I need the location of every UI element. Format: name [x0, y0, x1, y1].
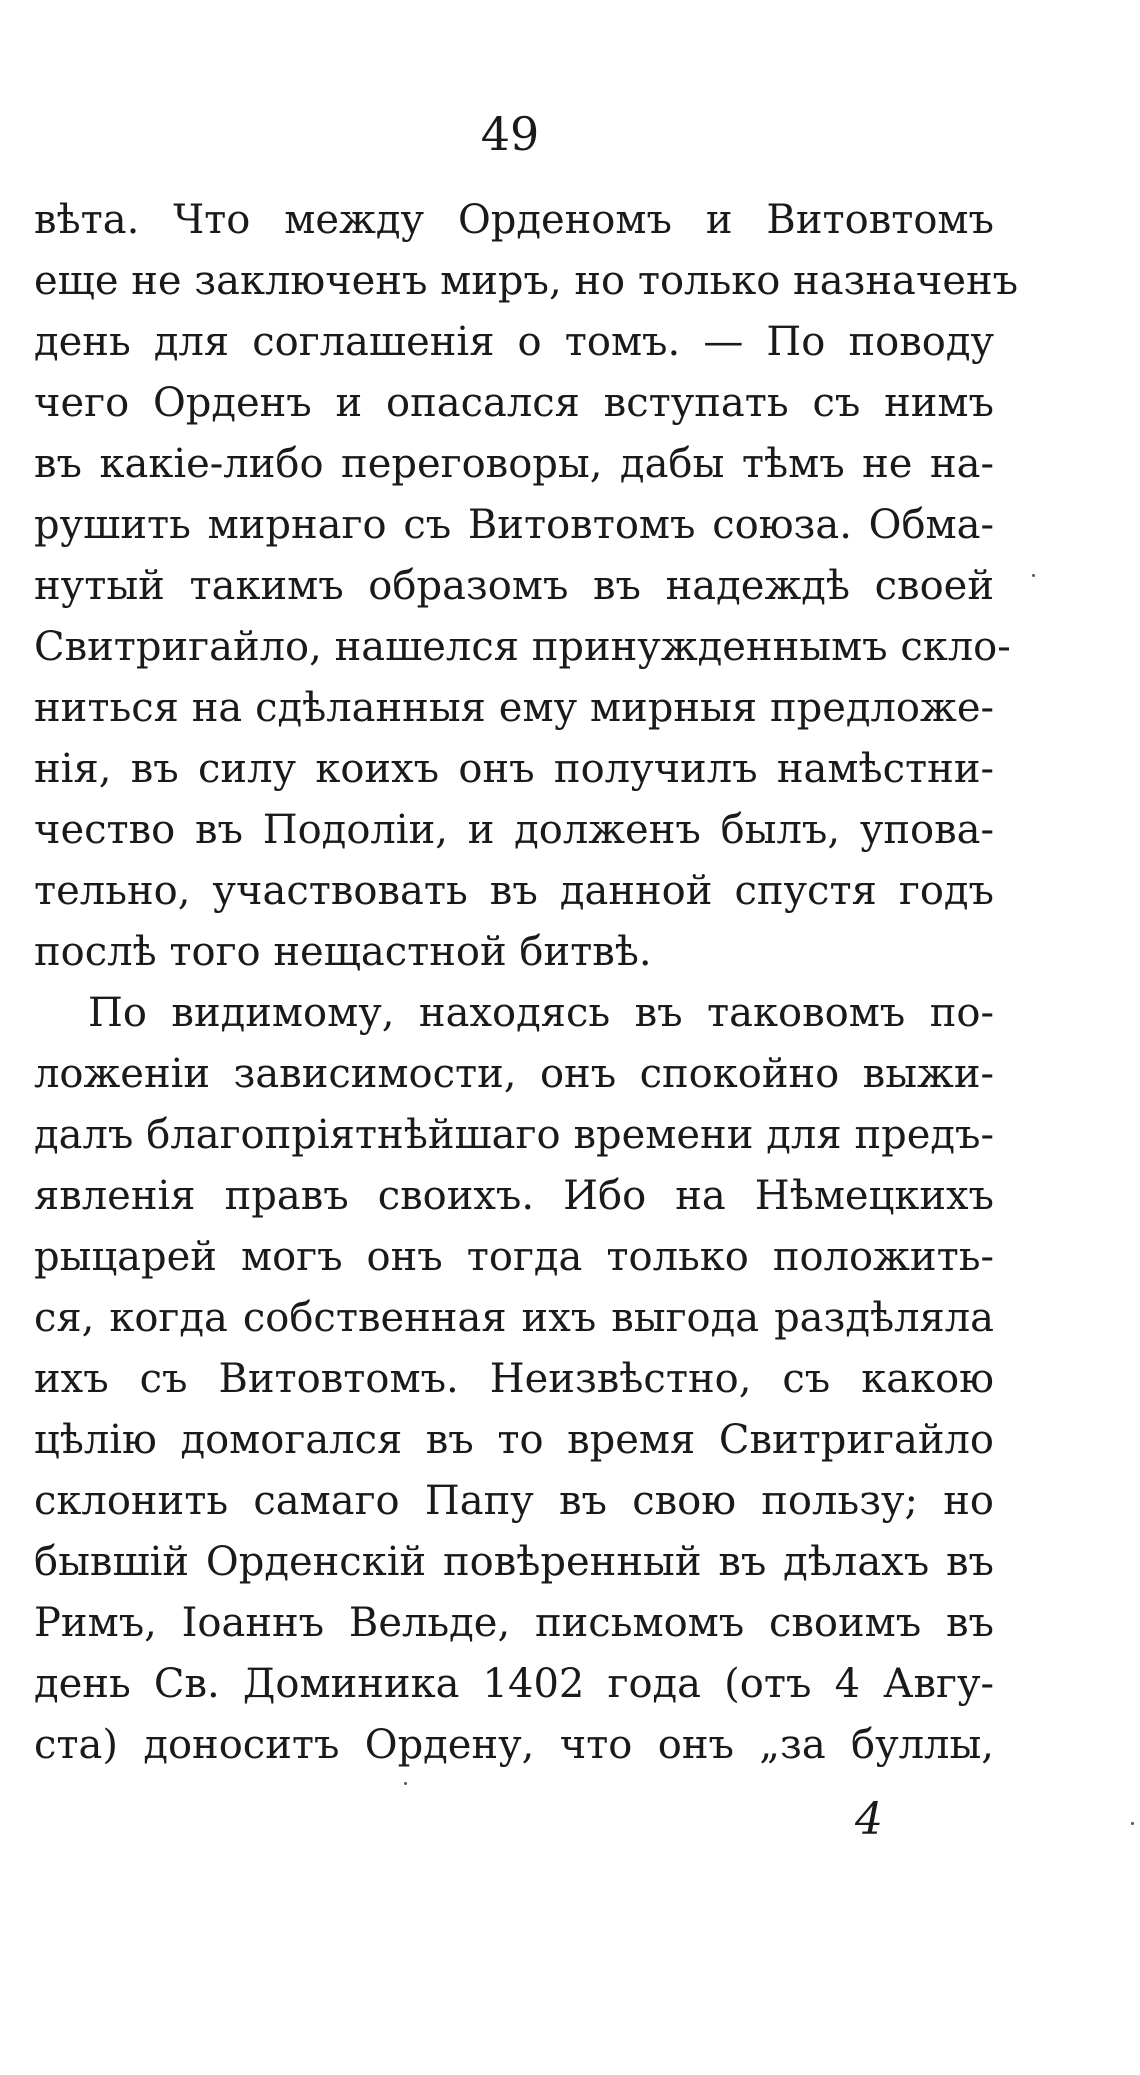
page-number: 49 [480, 107, 540, 161]
text-line: вѣта. Что между Орденомъ и Витовтомъ [34, 197, 994, 243]
text-line: бывшій Орденскій повѣренный въ дѣлахъ въ [34, 1539, 994, 1585]
text-line: далъ благопріятнѣйшаго времени для предъ- [34, 1112, 994, 1158]
body-text [34, 190, 1019, 1776]
text-line: ниться на сдѣланныя ему мирныя предложе- [34, 685, 994, 731]
text-line: день для соглашенія о томъ. — По поводу [34, 319, 994, 365]
text-line: ста) доноситъ Ордену, что онъ „за буллы, [34, 1722, 994, 1768]
text-line: нія, въ силу коихъ онъ получилъ намѣстни- [34, 746, 994, 792]
text-line: рушить мирнаго съ Витовтомъ союза. Обма- [34, 502, 994, 548]
text-line: въ какіе-либо переговоры, дабы тѣмъ не на- [34, 441, 994, 487]
paper-speck [1032, 574, 1035, 577]
text-line: ложеніи зависимости, онъ спокойно выжи- [34, 1051, 994, 1097]
text-line: нутый такимъ образомъ въ надеждѣ своей [34, 563, 994, 609]
text-line: чество въ Подоліи, и долженъ былъ, упова- [34, 807, 994, 853]
text-line: Свитригайло, нашелся принужденнымъ скло- [34, 624, 1011, 670]
paper-speck [404, 1782, 407, 1785]
paragraph-1 [34, 190, 1019, 983]
text-line: послѣ того нещастной битвѣ. [34, 929, 652, 975]
text-line: склонить самаго Папу въ свою пользу; но [34, 1478, 994, 1524]
paragraph-2 [34, 983, 994, 1776]
text-line: день Св. Доминика 1402 года (отъ 4 Авгу- [34, 1661, 994, 1707]
text-line: еще не заключенъ миръ, но только назначенъ [34, 258, 1019, 304]
signature-mark: 4 [855, 1794, 883, 1845]
text-line: явленія правъ своихъ. Ибо на Нѣмецкихъ [34, 1173, 994, 1219]
text-line: цѣлію домогался въ то время Свитригайло [34, 1417, 994, 1463]
text-line: ихъ съ Витовтомъ. Неизвѣстно, съ какою [34, 1356, 994, 1402]
paper-speck [1131, 1822, 1134, 1825]
text-line: По видимому, находясь въ таковомъ по- [88, 990, 994, 1036]
text-line: рыцарей могъ онъ тогда только положить- [34, 1234, 994, 1280]
text-line: чего Орденъ и опасался вступать съ нимъ [34, 380, 994, 426]
text-line: тельно, участвовать въ данной спустя годъ [34, 868, 994, 914]
text-line: ся, когда собственная ихъ выгода раздѣляла [34, 1295, 994, 1341]
text-line: Римъ, Іоаннъ Вельде, письмомъ своимъ въ [34, 1600, 994, 1646]
